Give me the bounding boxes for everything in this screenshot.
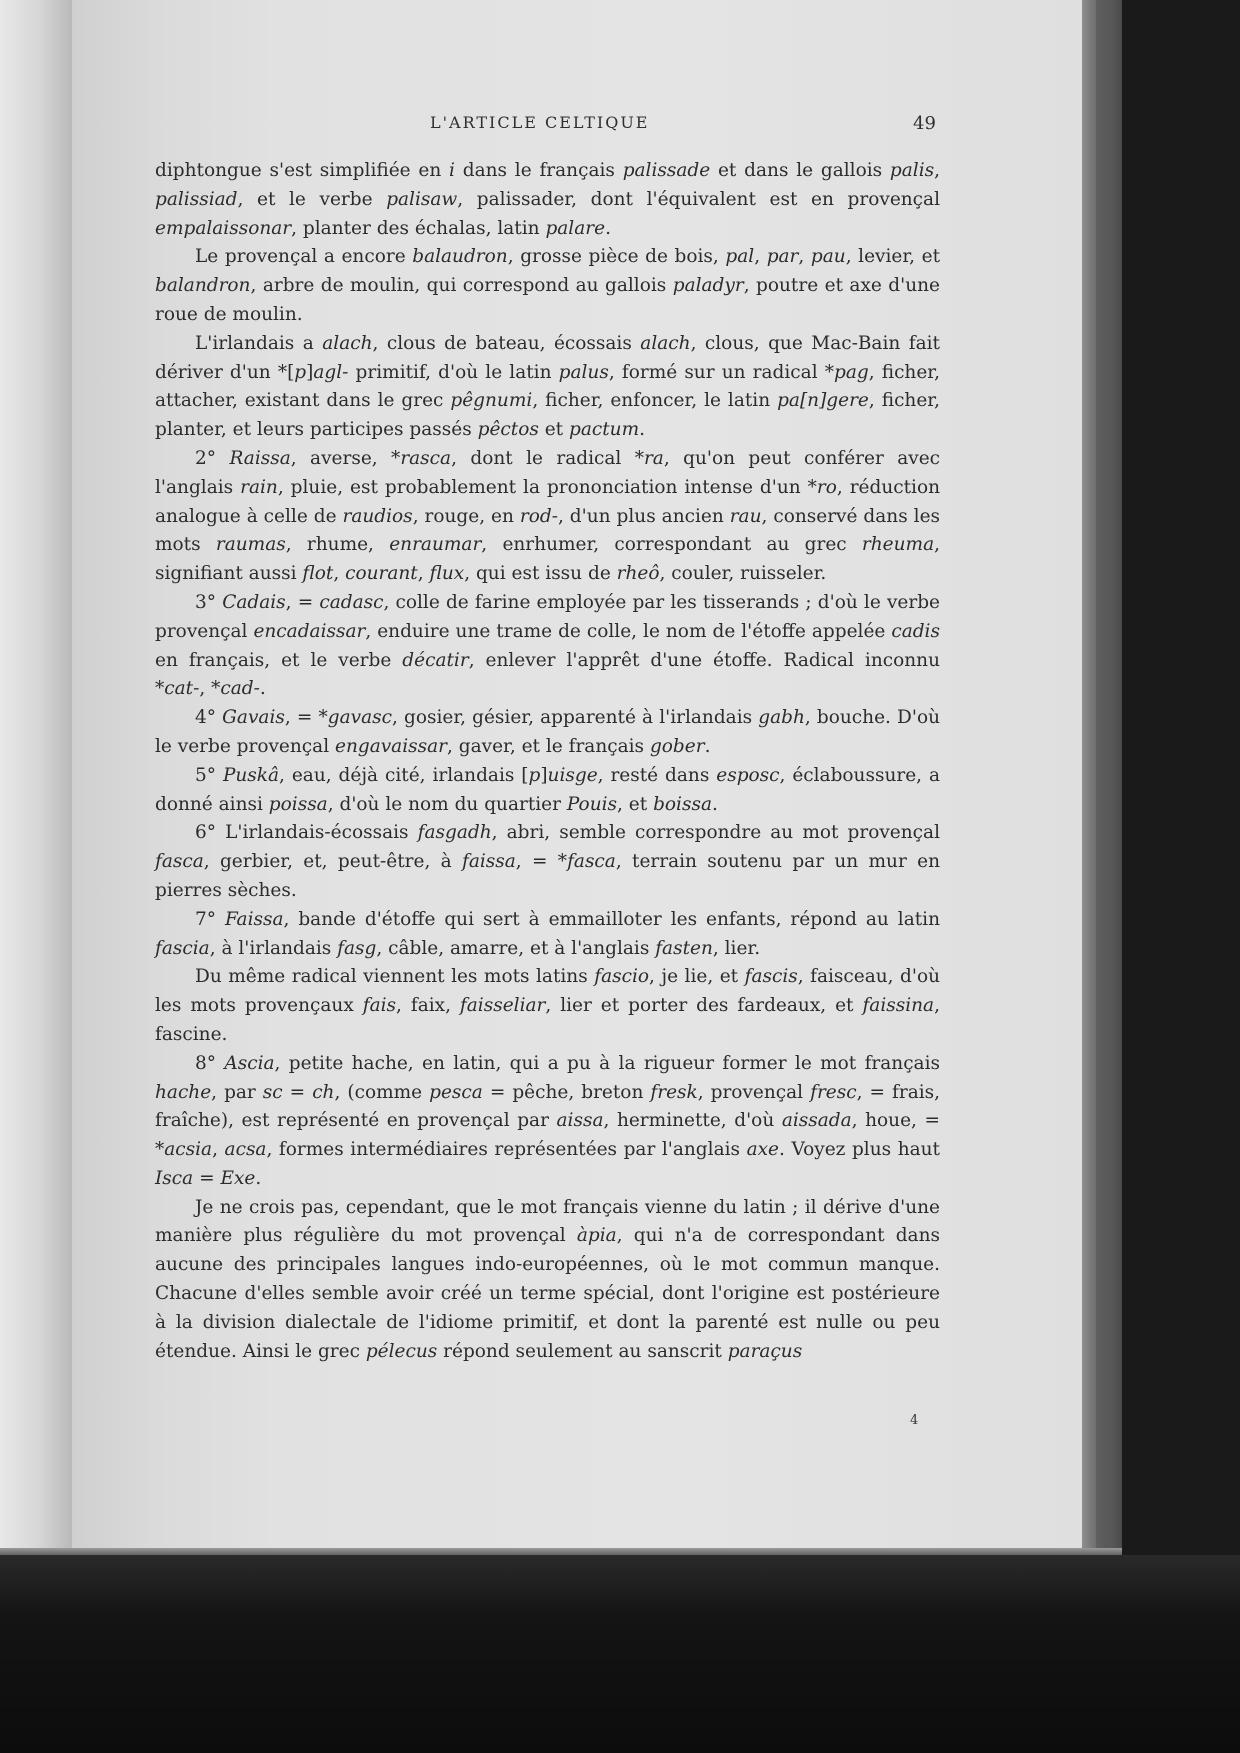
italic-term: rheô (616, 563, 660, 585)
text-run: . (711, 793, 718, 815)
page-header (0, 113, 1240, 137)
italic-term: ch (312, 1081, 335, 1103)
body-text (155, 157, 940, 1366)
text-run: . (704, 735, 711, 757)
text-run: , faix, (396, 995, 460, 1017)
text-run: , provençal (697, 1081, 811, 1103)
text-run: , averse, * (290, 447, 401, 469)
italic-term: fascio (594, 966, 650, 988)
text-run: , rouge, en (412, 505, 520, 527)
paragraph (155, 1194, 940, 1367)
text-run: , qu'on peut conférer avec l'anglais (155, 447, 941, 498)
text-run: , clous de bateau, écossais (372, 332, 641, 354)
italic-term: cadis (891, 620, 940, 642)
italic-term: fasten (655, 937, 713, 959)
text-run: , rhume, (285, 534, 390, 556)
text-run: , (comme (334, 1081, 430, 1103)
text-run: , bande d'étoffe qui sert à emmailloter les enfants, répond au latin (283, 908, 940, 930)
text-run: , (333, 563, 346, 585)
italic-term: fresc (810, 1081, 857, 1103)
italic-term: aissa (556, 1110, 604, 1132)
italic-term: pélecus (365, 1340, 438, 1362)
italic-term: boissa (653, 793, 712, 815)
italic-term: encadaissar (253, 620, 366, 642)
italic-term: fasgadh (417, 822, 492, 844)
paragraph (155, 157, 940, 243)
text-run: , ficher, enfoncer, le latin (532, 390, 778, 412)
text-run: , = * (515, 851, 568, 873)
text-run: , et (617, 793, 654, 815)
italic-term: flot (302, 563, 334, 585)
text-run: = (282, 1081, 313, 1103)
italic-term: enraumar (389, 534, 482, 556)
italic-term: balaudron (412, 246, 508, 268)
text-run: , houe, = * (155, 1110, 940, 1161)
italic-term: ro (816, 476, 837, 498)
italic-term: balandron (155, 275, 251, 297)
text-run: , (798, 246, 811, 268)
italic-term: ra (643, 447, 664, 469)
paragraph (155, 589, 940, 704)
italic-term: Isca (155, 1167, 194, 1189)
italic-term: engavaissar (335, 735, 447, 757)
text-run: . (605, 217, 611, 239)
italic-term: palus (558, 361, 609, 383)
italic-term: pesca (429, 1081, 483, 1103)
text-run: , câble, amarre, et à l'anglais (376, 937, 656, 959)
italic-term: fascia (155, 937, 210, 959)
text-run: , enduire une trame de colle, le nom de l'étoffe appelée (365, 620, 892, 642)
italic-term: raudios (342, 505, 413, 527)
italic-term: courant (345, 563, 418, 585)
italic-term: sc (262, 1081, 283, 1103)
italic-term: alach (640, 332, 691, 354)
text-run: , eau, déjà cité, irlandais [ (279, 764, 529, 786)
italic-term: gabh (758, 707, 805, 729)
text-run: Du même radical viennent les mots latins (195, 966, 595, 988)
text-run: , = * (284, 707, 328, 729)
text-run: , signifiant aussi (155, 534, 941, 585)
italic-term: cadasc (319, 591, 384, 613)
text-run: , bouche. D'où le verbe provençal (155, 707, 940, 757)
italic-term: par (766, 246, 799, 268)
italic-term: àpia (576, 1225, 617, 1247)
italic-term: palis (889, 160, 935, 181)
italic-term: paraçus (727, 1340, 803, 1362)
text-run: , terrain soutenu par un mur en pierres sèches. (155, 851, 940, 901)
italic-term: rod- (519, 505, 558, 527)
signature-mark: 4 (910, 1413, 919, 1428)
italic-term: empalaissonar (155, 217, 292, 239)
italic-term: paladyr (672, 275, 744, 297)
text-run: . (259, 678, 266, 700)
text-run: , gaver, et le français (447, 735, 650, 757)
text-run: 4° (195, 707, 223, 729)
text-run: L'irlandais a (195, 332, 323, 354)
italic-term: faisseliar (459, 995, 546, 1017)
italic-term: Ascia (224, 1052, 275, 1074)
italic-term: i (449, 160, 455, 181)
italic-term: Faissa (224, 908, 284, 930)
text-run: , gosier, gésier, apparenté à l'irlandais (391, 707, 759, 729)
italic-term: fascis (744, 966, 798, 988)
italic-term: Gavais (222, 707, 285, 729)
italic-term: pag (834, 361, 869, 383)
text-run: , grosse pièce de bois, (507, 246, 726, 268)
italic-term: palissiad (155, 188, 238, 210)
italic-term: acsa (224, 1139, 267, 1161)
italic-term: acsia (164, 1139, 213, 1161)
italic-term: poissa (268, 793, 328, 815)
italic-term: rain (240, 476, 278, 498)
italic-term: décatir (402, 649, 469, 671)
italic-term: fasg (337, 937, 377, 959)
italic-term: cat- (164, 678, 200, 700)
italic-term: pa[n]gere (777, 390, 869, 412)
text-run: , = (285, 591, 320, 613)
text-run: , et le verbe (237, 188, 387, 210)
text-run: en français, et le verbe (155, 649, 403, 671)
text-run: 8° (195, 1052, 225, 1074)
text-run: , gerbier, et, peut-être, à (203, 851, 462, 873)
paragraph (155, 963, 940, 1049)
text-run: , herminette, d'où (603, 1110, 782, 1132)
text-run: et dans le gallois (710, 160, 890, 181)
text-run: , petite hache, en latin, qui a pu à la rigueur former le mot français (274, 1052, 941, 1074)
left-page-margin (0, 0, 72, 1555)
italic-term: Cadais (222, 591, 286, 613)
italic-term: rau (729, 505, 762, 527)
italic-term: pêgnumi (450, 390, 533, 412)
text-run: 5° (195, 764, 223, 786)
italic-term: faissa (461, 851, 516, 873)
text-run: , pluie, est probablement la prononciation intense d'un * (277, 476, 817, 498)
text-run: , = frais, fraîche), est représenté en provençal par (155, 1081, 941, 1132)
text-run: Le provençal a encore (195, 246, 413, 268)
text-run: 7° (195, 908, 225, 930)
text-run: , poutre et axe d'une roue de moulin. (155, 275, 941, 325)
text-run: , conservé dans les mots (155, 505, 941, 556)
text-run: , lier. (712, 937, 761, 959)
italic-term: Pouis (566, 793, 618, 815)
italic-term: faissina (862, 995, 935, 1017)
text-run: ] (540, 764, 548, 786)
italic-term: palisaw (386, 188, 458, 210)
italic-term: pêctos (477, 419, 539, 441)
paragraph (155, 243, 940, 329)
text-run: ] (306, 361, 314, 383)
italic-term: pau (810, 246, 846, 268)
text-run: . (639, 419, 646, 441)
italic-term: aissada (781, 1110, 852, 1132)
paragraph (155, 906, 940, 964)
text-run: , d'un plus ancien (557, 505, 730, 527)
italic-term: uisge (547, 764, 598, 786)
text-run: = pêche, breton (482, 1081, 651, 1103)
book-binding (1096, 0, 1110, 1560)
text-run: , à l'irlandais (209, 937, 338, 959)
italic-term: hache (155, 1081, 212, 1103)
italic-term: pactum (569, 419, 640, 441)
text-run: et (538, 419, 569, 441)
text-run: , (417, 563, 430, 585)
scanner-background-right (1122, 0, 1240, 1753)
text-run: , clous, que Mac-Bain fait dériver d'un *[ (155, 332, 940, 383)
italic-term: p (294, 361, 307, 383)
text-run: 6° L'irlandais-écossais (195, 822, 418, 844)
italic-term: fasca (567, 851, 616, 873)
text-run: 3° (195, 591, 223, 613)
text-run: , couler, ruisseler. (659, 563, 827, 585)
italic-term: Puskâ (222, 764, 280, 786)
italic-term: palare (545, 217, 606, 239)
paragraph (155, 1050, 940, 1194)
paragraph (155, 819, 940, 905)
italic-term: fais (362, 995, 397, 1017)
text-run: primitif, d'où le latin (348, 361, 559, 383)
italic-term: flux (429, 563, 465, 585)
text-run: , enlever l'apprêt d'une étoffe. Radical inconnu * (155, 649, 940, 700)
text-run: , dont le radical * (451, 447, 644, 469)
text-run: diphtongue s'est simplifiée en (155, 160, 450, 181)
text-run: , * (199, 678, 221, 700)
text-run: = (193, 1167, 221, 1189)
italic-term: axe (746, 1139, 779, 1161)
paragraph (155, 445, 940, 589)
text-run: . (255, 1167, 262, 1189)
text-run: , (754, 246, 767, 268)
italic-term: rasca (400, 447, 452, 469)
italic-term: esposc (716, 764, 780, 786)
text-run: , formes intermédiaires représentées par l'anglais (266, 1139, 747, 1161)
text-run: répond seulement au sanscrit (437, 1340, 728, 1362)
text-run: , abri, semble correspondre au mot provençal (491, 822, 940, 844)
text-run: , par (211, 1081, 263, 1103)
italic-term: Exe (220, 1167, 256, 1189)
text-run: , je lie, et (649, 966, 745, 988)
italic-term: gavasc (327, 707, 392, 729)
italic-term: cad- (220, 678, 260, 700)
italic-term: fasca (155, 851, 204, 873)
text-run: , enrhumer, correspondant au grec (481, 534, 862, 556)
text-run: , d'où le nom du quartier (327, 793, 567, 815)
page-number: 49 (913, 113, 936, 134)
italic-term: agl- (313, 361, 349, 383)
text-run: , réduction analogue à celle de (155, 476, 941, 527)
text-run: , qui n'a de correspondant dans aucune des principales langues indo-européennes, où le mot commun manque. Chacune d'elles semble avoir créé un terme spécial, dont l'origine est postérieure à la division dialectale de l'idiome primitif, et dont la parenté est nulle ou peu étendue. Ainsi le grec (155, 1225, 940, 1362)
text-run: , lier et porter des fardeaux, et (545, 995, 863, 1017)
text-run: , levier, et (845, 246, 941, 268)
text-run: , (212, 1139, 225, 1161)
paragraph (155, 330, 940, 445)
paragraph (155, 704, 940, 762)
text-run: , resté dans (597, 764, 717, 786)
italic-term: p (528, 764, 541, 786)
text-run: dans le français (454, 160, 623, 181)
paragraph (155, 762, 940, 820)
text-run: , faisceau, d'où les mots provençaux (155, 966, 941, 1017)
scanner-background-bottom (0, 1555, 1240, 1753)
text-run: , éclaboussure, a donné ainsi (155, 764, 940, 815)
text-run: 2° (195, 447, 230, 469)
text-run: , (934, 160, 941, 181)
text-run: , ficher, planter, et leurs participes passés (155, 390, 940, 441)
text-run: , planter des échalas, latin (291, 217, 546, 239)
italic-term: fresk (650, 1081, 698, 1103)
running-head: L'ARTICLE CELTIQUE (430, 113, 650, 132)
italic-term: pal (725, 246, 755, 268)
text-run: , ficher, attacher, existant dans le grec (155, 361, 940, 412)
italic-term: alach (322, 332, 373, 354)
italic-term: rheuma (861, 534, 935, 556)
italic-term: raumas (215, 534, 286, 556)
text-run: , arbre de moulin, qui correspond au gallois (250, 275, 673, 297)
italic-term: Raissa (229, 447, 291, 469)
italic-term: gober (649, 735, 705, 757)
text-run: , formé sur un radical * (608, 361, 834, 383)
text-run: , qui est issu de (464, 563, 617, 585)
text-run: . Voyez plus haut (779, 1139, 940, 1161)
text-run: Je ne crois pas, cependant, que le mot français vienne du latin ; il dérive d'une manière plus régulière du mot provençal (155, 1196, 940, 1247)
text-run: , fascine. (155, 995, 940, 1045)
italic-term: palissade (622, 160, 711, 181)
text-run: , colle de farine employée par les tisserands ; d'où le verbe provençal (155, 591, 940, 642)
text-run: , palissader, dont l'équivalent est en provençal (457, 188, 940, 210)
